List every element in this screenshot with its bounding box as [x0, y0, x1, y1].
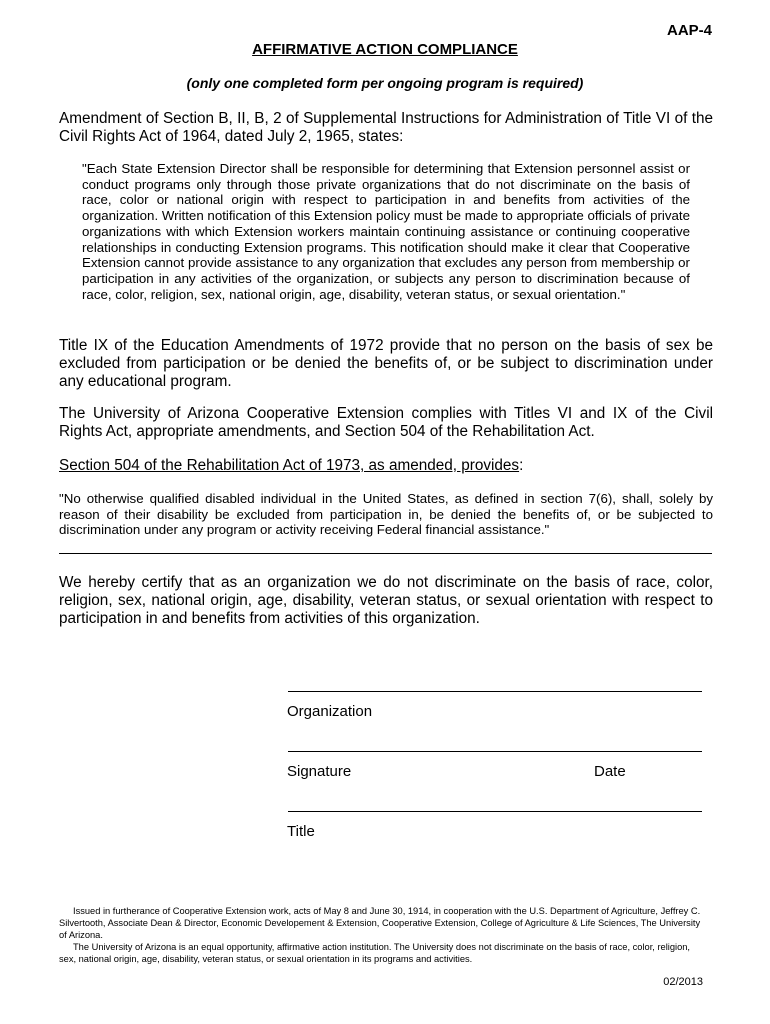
- page-subtitle: (only one completed form per ongoing program is required): [186, 75, 584, 91]
- certification-paragraph: We hereby certify that as an organization we do not discriminate on the basis of race, color, religion, sex, national origin, age, disability, veteran status, or sexual orientation with respect to participation in and benefits from activities of this organization.: [59, 574, 713, 627]
- compliance-paragraph: The University of Arizona Cooperative Extension complies with Titles VI and IX of the Civil Rights Act, appropriate amendments, and Section 504 of the Rehabilitation Act.: [59, 405, 713, 440]
- footer-issued: Issued in furtherance of Cooperative Extension work, acts of May 8 and June 30, 1914, in cooperation with the U.S. Department of Agriculture, Jeffrey C. Silvertooth, Associate Dean & Director, Economic Developement & Extension, Cooperative Extension, College of Agriculture & Life Sciences, The University of Arizona.: [59, 906, 701, 940]
- organization-label: Organization: [287, 703, 373, 720]
- intro-paragraph: Amendment of Section B, II, B, 2 of Supplemental Instructions for Administration of Title VI of the Civil Rights Act of 1964, dated July 2, 1965, states:: [59, 110, 713, 145]
- form-code: AAP-4: [666, 22, 712, 39]
- footer-equal-opportunity: The University of Arizona is an equal opportunity, affirmative action institution. The University does not discriminate on the basis of race, color, religion, sex, national origin, age, disability, veteran status, or sexual orientation in its programs and activities.: [59, 942, 691, 964]
- date-label: Date: [594, 763, 626, 780]
- section-504-quote: "No otherwise qualified disabled individual in the United States, as defined in section 7(6), shall, solely by reason of their disability be excluded from participation in, be denied the benefits of, or be subjected to discrimination under any program or activity receiving Federal financial assistance.": [59, 491, 713, 538]
- section-504-colon: :: [519, 457, 524, 474]
- title-ix-paragraph: Title IX of the Education Amendments of 1972 provide that no person on the basis of sex be excluded from participation or be denied the benefits of, or be subject to discrimination under any educational program.: [59, 337, 713, 390]
- revision-date: 02/2013: [663, 976, 703, 988]
- title-line[interactable]: [288, 811, 702, 812]
- section-504-heading-text: Section 504 of the Rehabilitation Act of 1973, as amended, provides: [59, 457, 520, 474]
- footer-notice: [59, 905, 709, 965]
- title-label: Title: [287, 823, 315, 840]
- signature-label: Signature: [287, 763, 352, 780]
- organization-line[interactable]: [288, 691, 702, 692]
- divider: [59, 553, 712, 554]
- section-504-heading: [59, 457, 713, 475]
- page-title: AFFIRMATIVE ACTION COMPLIANCE: [252, 41, 518, 58]
- signature-line[interactable]: [288, 751, 702, 752]
- state-director-quote: "Each State Extension Director shall be responsible for determining that Extension personnel assist or conduct programs only through those private organizations that do not discriminate on the basis of race, color or national origin with respect to participation in and benefits from activities of the organization. Written notification of this Extension policy must be made to appropriate officials of private organizations with which Extension workers maintain continuing assistance or continuing cooperative relationships in conducting Extension programs. This notification should make it clear that Cooperative Extension cannot provide assistance to any organization that excludes any person from membership or participation in any activities of the organization, or subjects any person to discrimination because of race, color, religion, sex, national origin, age, disability, veteran status, or sexual orientation.": [82, 161, 690, 302]
